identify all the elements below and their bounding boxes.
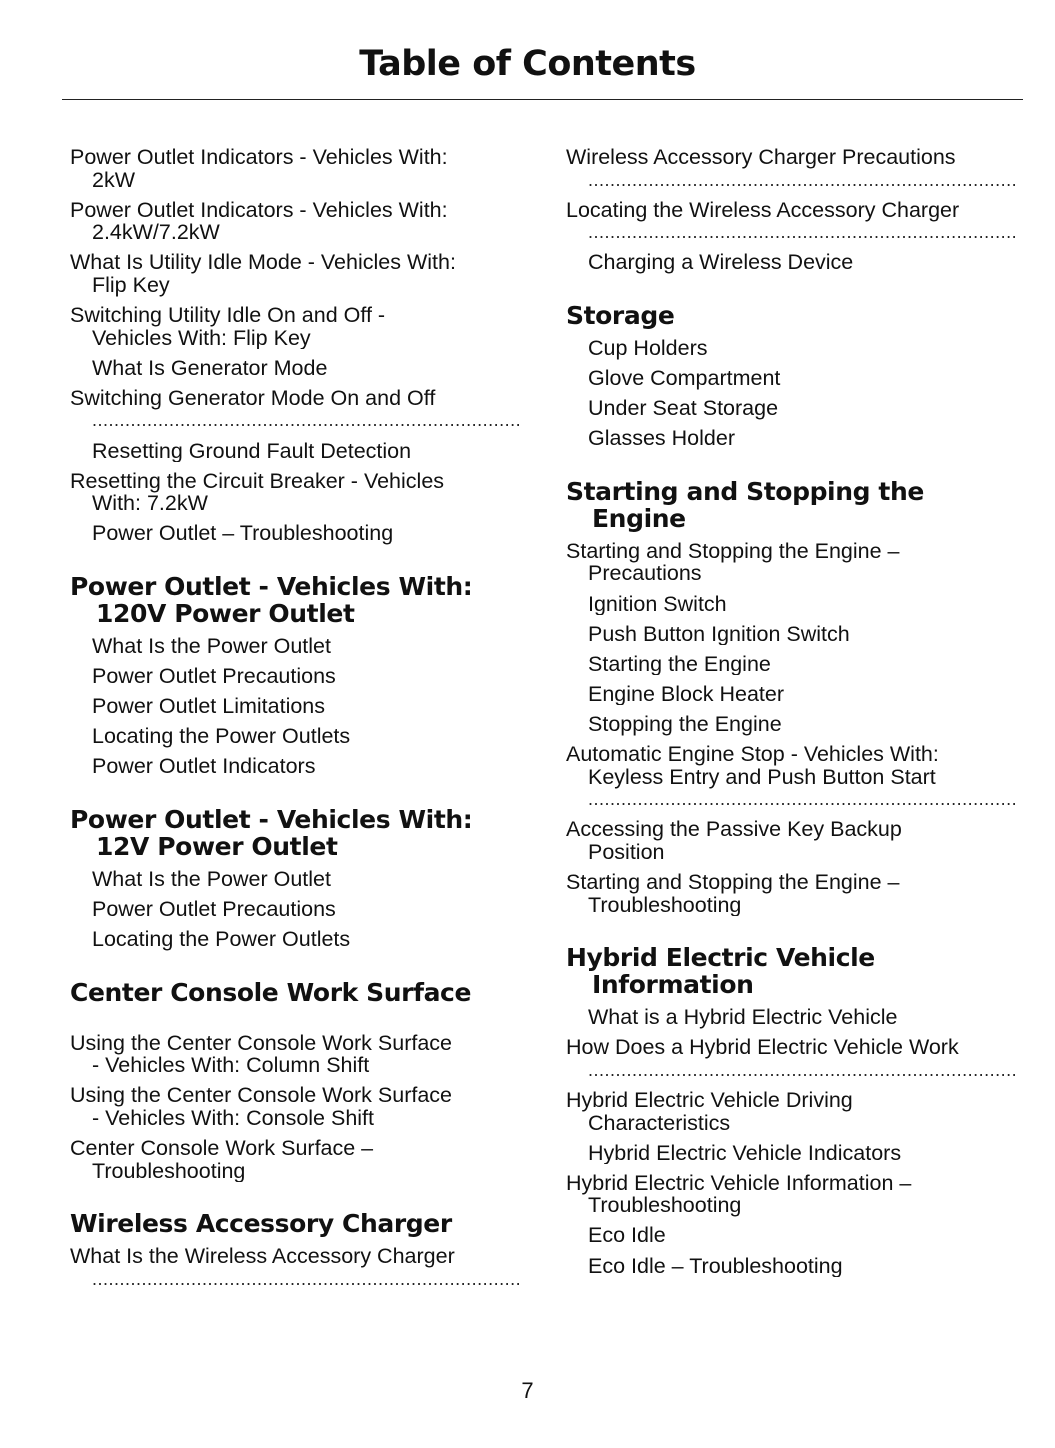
toc-entry-line <box>92 898 520 921</box>
page-title: Table of Contents <box>359 44 696 84</box>
toc-page-number <box>588 190 624 191</box>
toc-entry-line <box>588 1006 1016 1029</box>
toc-entry-line <box>92 327 520 350</box>
toc-entry-text: What is a Hybrid Electric Vehicle <box>588 1006 898 1029</box>
toc-entry-line <box>588 1142 1016 1165</box>
toc-entry[interactable] <box>70 695 520 718</box>
toc-page-number <box>588 243 624 244</box>
toc-entry-line <box>92 409 520 432</box>
toc-entry-text: Power Outlet Precautions <box>92 897 336 921</box>
toc-entry[interactable] <box>566 1255 1016 1278</box>
toc-entry[interactable] <box>566 1006 1016 1029</box>
toc-entry[interactable] <box>566 1172 1016 1217</box>
toc-entry-line <box>588 593 1016 616</box>
toc-entry[interactable] <box>70 635 520 658</box>
toc-entry-line <box>92 1107 520 1130</box>
toc-entry-line <box>588 623 1016 646</box>
toc-entry-text: Center Console Work Surface – <box>70 1136 374 1161</box>
toc-entry[interactable] <box>566 337 1016 360</box>
toc-entry-text: Using the Center Console Work Surface <box>70 1030 453 1055</box>
toc-right-column <box>566 146 1016 1285</box>
toc-entry-line <box>92 522 520 545</box>
toc-entry[interactable] <box>70 440 520 463</box>
toc-entry[interactable] <box>566 653 1016 676</box>
toc-entry-line <box>92 868 520 891</box>
toc-entry-text: 2.4kW/7.2kW <box>92 221 220 244</box>
toc-entry-text: Power Outlet Precautions <box>92 665 336 688</box>
toc-entry-line <box>92 1160 520 1183</box>
toc-entry[interactable] <box>70 522 520 545</box>
toc-entry[interactable] <box>566 623 1016 646</box>
toc-entry-text: Power Outlet – Troubleshooting <box>92 522 394 545</box>
toc-entry[interactable] <box>70 868 520 891</box>
toc-entry[interactable] <box>70 725 520 748</box>
toc-entry-text: Eco Idle – Troubleshooting <box>588 1254 843 1278</box>
dot-leader <box>588 169 1016 192</box>
toc-entry-line <box>588 1059 1016 1082</box>
toc-entry-text: Troubleshooting <box>92 1159 246 1183</box>
toc-page-number <box>92 431 128 432</box>
toc-entry-text: Accessing the Passive Key Backup <box>566 817 902 842</box>
toc-entry-text: Engine Block Heater <box>588 682 784 706</box>
toc-entry-text: Vehicles With: Flip Key <box>92 326 311 350</box>
toc-entry-text: Troubleshooting <box>588 893 742 917</box>
toc-entry-line <box>92 755 520 778</box>
toc-entry[interactable] <box>70 470 520 515</box>
toc-entry[interactable] <box>566 251 1016 274</box>
toc-entry-text: Ignition Switch <box>588 592 727 616</box>
toc-entry-text: Power Outlet Indicators - Vehicles With: <box>70 197 448 222</box>
section-heading: Center Console Work Surface <box>70 977 472 1007</box>
toc-entry[interactable] <box>566 427 1016 450</box>
toc-entry-line <box>588 1112 1016 1135</box>
toc-entry-text: What Is Generator Mode <box>92 356 328 380</box>
toc-entry-line <box>588 683 1016 706</box>
toc-entry-line <box>588 653 1016 676</box>
toc-entry[interactable] <box>566 683 1016 706</box>
dot-leader <box>588 221 1016 244</box>
toc-entry[interactable] <box>70 251 520 296</box>
section-heading: Starting and Stopping the Engine <box>566 476 924 533</box>
toc-entry[interactable] <box>566 199 1016 244</box>
dot-leader <box>588 1059 1016 1082</box>
toc-entry[interactable] <box>566 1036 1016 1081</box>
toc-entry-text: Position <box>588 840 665 864</box>
toc-entry-text: Locating the Power Outlets <box>92 928 351 951</box>
toc-entry-line <box>92 665 520 688</box>
toc-entry-line <box>588 221 1016 244</box>
toc-entry-line <box>92 492 520 515</box>
toc-entry-line <box>92 357 520 380</box>
toc-entry-text: With: 7.2kW <box>92 492 208 515</box>
toc-entry[interactable] <box>70 1137 520 1182</box>
toc-entry-text: Starting the Engine <box>588 652 771 676</box>
toc-entry[interactable] <box>70 665 520 688</box>
toc-entry[interactable] <box>566 146 1016 191</box>
toc-entry-text: Under Seat Storage <box>588 397 779 420</box>
toc-page-number <box>92 1289 128 1290</box>
toc-entry-text: Power Outlet Limitations <box>92 695 326 718</box>
toc-page-number <box>588 810 624 811</box>
toc-entry[interactable] <box>566 367 1016 390</box>
toc-entry-text: Resetting Ground Fault Detection <box>92 439 412 463</box>
page-number: 7 <box>521 1378 534 1403</box>
toc-entry-line <box>92 695 520 718</box>
toc-entry-line <box>588 367 1016 390</box>
toc-entry[interactable] <box>70 1084 520 1129</box>
toc-entry-text: Starting and Stopping the Engine – <box>566 538 900 563</box>
toc-entry-text: Keyless Entry and Push Button Start <box>588 764 936 789</box>
toc-entry-line <box>92 1268 520 1291</box>
toc-entry-text: Glasses Holder <box>588 427 735 450</box>
toc-entry-text: Eco Idle <box>588 1224 666 1247</box>
toc-entry-line <box>588 841 1016 864</box>
toc-entry-line <box>588 713 1016 736</box>
dot-leader <box>588 788 1016 811</box>
toc-page-number <box>588 1080 624 1081</box>
toc-entry[interactable] <box>70 898 520 921</box>
toc-entry-line <box>588 397 1016 420</box>
toc-entry-line <box>588 1224 1016 1247</box>
toc-entry-line <box>92 1054 520 1077</box>
toc-entry[interactable] <box>566 540 1016 585</box>
toc-entry-line <box>588 1255 1016 1278</box>
toc-entry-text: Power Outlet Indicators <box>92 755 316 778</box>
toc-entry[interactable] <box>566 713 1016 736</box>
toc-entry-line <box>92 440 520 463</box>
toc-entry-text: Troubleshooting <box>588 1194 742 1217</box>
toc-entry-text: Cup Holders <box>588 336 708 360</box>
toc-left-column <box>70 146 520 1298</box>
toc-entry-text: Wireless Accessory Charger Precautions <box>566 145 956 169</box>
section-heading: Hybrid Electric Vehicle Information <box>566 943 875 1000</box>
toc-entry-line <box>588 251 1016 274</box>
toc-entry[interactable] <box>566 743 1016 811</box>
toc-entry[interactable] <box>70 199 520 244</box>
toc-entry[interactable] <box>70 1032 520 1077</box>
toc-entry-text: Locating the Power Outlets <box>92 725 351 748</box>
toc-entry-text: Automatic Engine Stop - Vehicles With: <box>566 742 939 766</box>
toc-entry-text: Resetting the Circuit Breaker - Vehicles <box>70 468 445 493</box>
section-heading: Power Outlet - Vehicles With: 120V Power Outlet <box>70 571 473 628</box>
toc-entry-text: How Does a Hybrid Electric Vehicle Work <box>566 1035 959 1060</box>
toc-entry-text: Glove Compartment <box>588 367 781 390</box>
toc-entry-line <box>588 337 1016 360</box>
toc-entry-text: What Is Utility Idle Mode - Vehicles With: <box>70 250 456 275</box>
toc-entry-text: Power Outlet Indicators - Vehicles With: <box>70 145 448 169</box>
toc-entry-line <box>92 725 520 748</box>
toc-entry-line <box>92 274 520 297</box>
toc-entry-text: 2kW <box>92 168 135 192</box>
toc-entry[interactable] <box>70 1245 520 1290</box>
toc-entry-line <box>92 635 520 658</box>
toc-entry-text: Switching Utility Idle On and Off - <box>70 303 386 328</box>
toc-entry[interactable] <box>566 1224 1016 1247</box>
toc-entry-text: What Is the Wireless Accessory Charger <box>70 1244 455 1269</box>
dot-leader <box>92 409 520 432</box>
toc-entry[interactable] <box>566 593 1016 616</box>
toc-entry[interactable] <box>70 387 520 432</box>
toc-entry[interactable] <box>70 304 520 349</box>
toc-entry[interactable] <box>566 397 1016 420</box>
toc-entry[interactable] <box>70 755 520 778</box>
toc-entry-text: Charging a Wireless Device <box>588 251 854 274</box>
toc-entry[interactable] <box>70 928 520 951</box>
toc-entry-text: - Vehicles With: Console Shift <box>92 1106 375 1130</box>
toc-entry-text: Push Button Ignition Switch <box>588 622 850 646</box>
toc-entry[interactable] <box>566 1142 1016 1165</box>
section-heading: Wireless Accessory Charger <box>70 1209 452 1239</box>
toc-entry-line <box>92 169 520 192</box>
toc-entry-text: Hybrid Electric Vehicle Information – <box>566 1170 912 1195</box>
toc-entry-line <box>588 1194 1016 1217</box>
toc-entry[interactable] <box>70 146 520 191</box>
toc-entry-text: Starting and Stopping the Engine – <box>566 869 900 894</box>
toc-entry-line <box>92 928 520 951</box>
toc-entry-text: Hybrid Electric Vehicle Driving <box>566 1087 853 1112</box>
toc-entry-text: Characteristics <box>588 1111 731 1135</box>
toc-entry-line <box>92 221 520 244</box>
toc-entry-text: What Is the Power Outlet <box>92 634 331 658</box>
toc-entry-text: Flip Key <box>92 273 170 297</box>
toc-entry[interactable] <box>566 871 1016 916</box>
toc-entry[interactable] <box>566 818 1016 863</box>
toc-entry-text: Using the Center Console Work Surface <box>70 1083 453 1108</box>
title-divider <box>62 99 1023 100</box>
toc-entry-text: What Is the Power Outlet <box>92 867 331 891</box>
toc-entry[interactable] <box>70 357 520 380</box>
toc-entry-text: Precautions <box>588 562 702 586</box>
section-heading: Power Outlet - Vehicles With: 12V Power Outlet <box>70 804 473 861</box>
toc-entry-line <box>588 894 1016 917</box>
toc-entry-line <box>588 427 1016 450</box>
dot-leader <box>92 1268 520 1291</box>
toc-entry[interactable] <box>566 1089 1016 1134</box>
toc-entry-line <box>588 788 1016 811</box>
toc-entry-text: Locating the Wireless Accessory Charger <box>566 197 960 222</box>
toc-entry-text: - Vehicles With: Column Shift <box>92 1054 370 1077</box>
toc-entry-text: Stopping the Engine <box>588 712 782 736</box>
toc-entry-text: Hybrid Electric Vehicle Indicators <box>588 1141 902 1165</box>
section-heading: Storage <box>566 300 675 330</box>
toc-entry-text: Switching Generator Mode On and Off <box>70 385 436 410</box>
toc-entry-line <box>588 562 1016 585</box>
toc-entry-line <box>588 169 1016 192</box>
